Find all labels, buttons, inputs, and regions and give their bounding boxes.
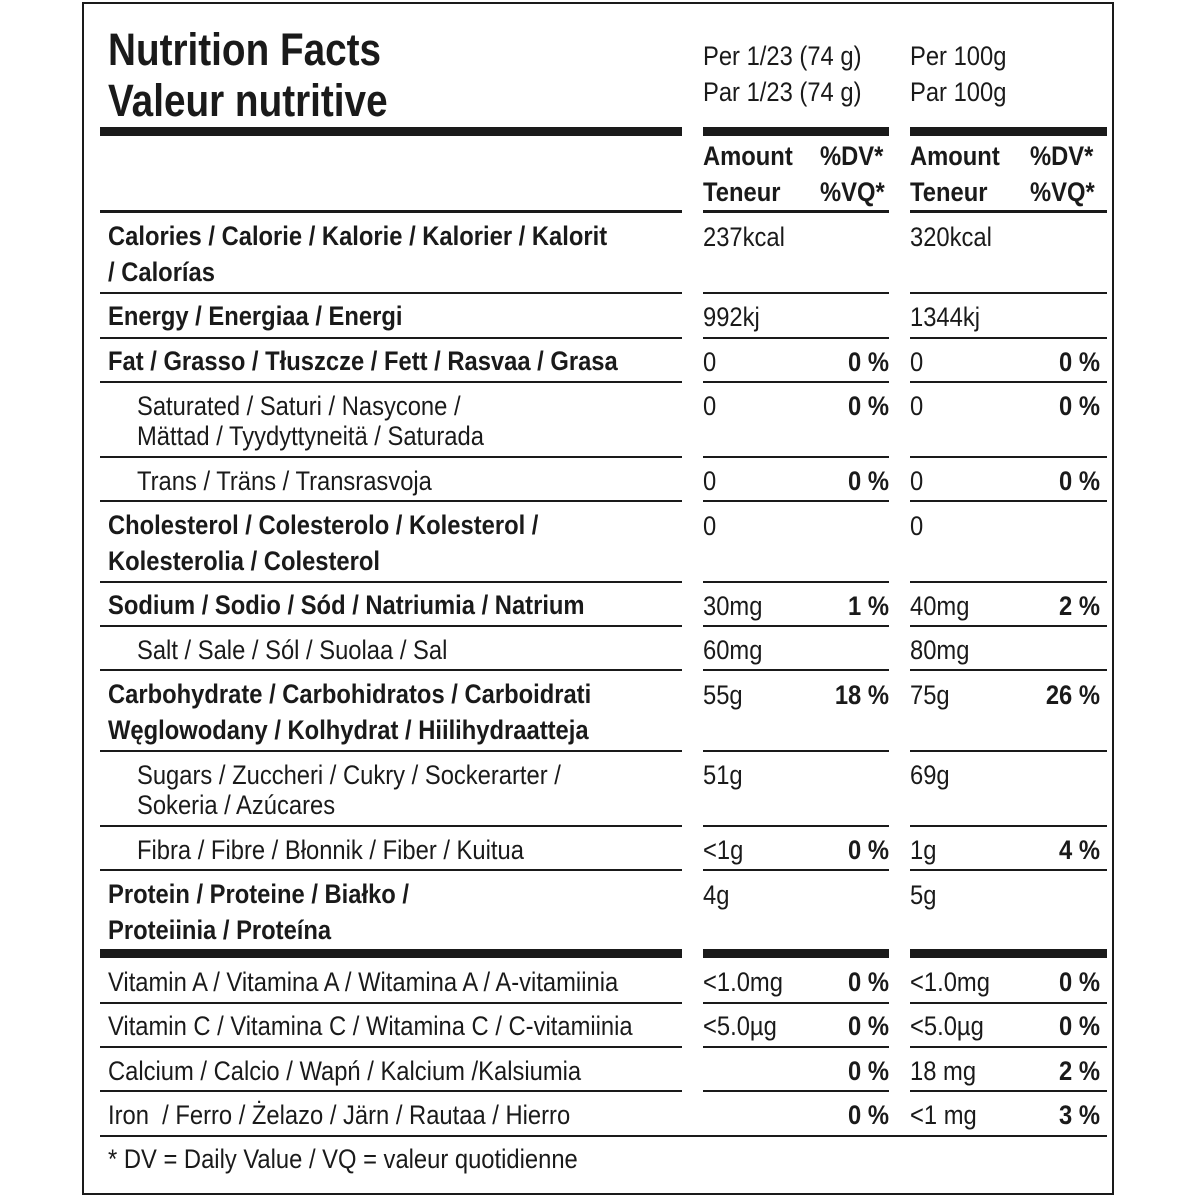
row-value-calcium-col2: 18 mg xyxy=(910,1056,977,1086)
row-dv-fibre-col2: 4 % xyxy=(1059,835,1100,865)
row-dv-fibre-col1: 0 % xyxy=(848,835,889,865)
row-value-saturated-col2: 0 xyxy=(910,391,924,421)
row-divider xyxy=(703,750,889,752)
row-divider xyxy=(703,669,889,671)
serving-size-2-en: Per 100g xyxy=(910,41,1007,71)
row-divider xyxy=(910,869,1107,871)
row-label-protein-2: Proteiinia / Proteína xyxy=(108,915,332,945)
row-dv-saturated-col1: 0 % xyxy=(848,391,889,421)
row-divider xyxy=(703,1002,889,1004)
row-dv-trans-col2: 0 % xyxy=(1059,466,1100,496)
divider-header-col2 xyxy=(910,210,1107,213)
header-bar-label xyxy=(100,127,682,136)
row-divider xyxy=(100,581,682,583)
row-divider xyxy=(910,625,1107,627)
title-french: Valeur nutritive xyxy=(108,75,388,126)
row-divider xyxy=(703,337,889,339)
row-dv-carbohydrate-col2: 26 % xyxy=(1045,680,1100,710)
row-label-protein: Protein / Proteine / Białko / xyxy=(108,879,410,909)
row-dv-sodium-col2: 2 % xyxy=(1059,591,1100,621)
row-dv-trans-col1: 0 % xyxy=(848,466,889,496)
row-divider xyxy=(100,625,682,627)
row-value-carbohydrate-col2: 75g xyxy=(910,680,950,710)
row-divider xyxy=(703,381,889,383)
row-value-fibre-col2: 1g xyxy=(910,835,937,865)
row-label-fibre: Fibra / Fibre / Błonnik / Fiber / Kuitua xyxy=(137,835,524,865)
row-label-cholesterol: Cholesterol / Colesterolo / Kolesterol / xyxy=(108,510,539,540)
row-label-trans: Trans / Träns / Transrasvoja xyxy=(137,466,432,496)
row-value-vitamin-c-col2: <5.0µg xyxy=(910,1011,984,1041)
row-label-carbohydrate: Carbohydrate / Carbohidratos / Carboidrati xyxy=(108,679,592,709)
row-value-calories-col2: 320kcal xyxy=(910,222,992,252)
vitamin-bar-label xyxy=(100,949,682,958)
row-divider xyxy=(100,337,682,339)
footnote: * DV = Daily Value / VQ = valeur quotidienne xyxy=(108,1144,578,1174)
col1-amount-en: Amount xyxy=(703,141,793,171)
row-divider xyxy=(100,381,682,383)
col1-dv-fr: %VQ* xyxy=(820,177,885,207)
row-value-protein-col1: 4g xyxy=(703,880,730,910)
row-divider xyxy=(910,1090,1107,1092)
row-label-vitamin-a: Vitamin A / Vitamina A / Witamina A / A-vitamiinia xyxy=(108,967,619,997)
row-dv-carbohydrate-col1: 18 % xyxy=(834,680,889,710)
row-divider xyxy=(100,1002,682,1004)
row-divider xyxy=(100,869,682,871)
title-english: Nutrition Facts xyxy=(108,24,382,75)
row-label-cholesterol-2: Kolesterolia / Colesterol xyxy=(108,546,381,576)
row-divider xyxy=(100,750,682,752)
row-divider xyxy=(910,1046,1107,1048)
divider-header-col1 xyxy=(703,210,889,213)
row-dv-fat-col1: 0 % xyxy=(848,347,889,377)
row-value-sodium-col1: 30mg xyxy=(703,591,763,621)
row-dv-iron-col1: 0 % xyxy=(848,1100,889,1130)
row-value-saturated-col1: 0 xyxy=(703,391,717,421)
row-divider xyxy=(910,292,1107,294)
row-divider xyxy=(703,625,889,627)
vitamin-bar-col1 xyxy=(703,949,889,958)
serving-size-1-fr: Par 1/23 (74 g) xyxy=(703,77,862,107)
col2-amount-fr: Teneur xyxy=(910,177,988,207)
row-value-carbohydrate-col1: 55g xyxy=(703,680,743,710)
row-value-sugars-col1: 51g xyxy=(703,760,743,790)
row-label-sodium: Sodium / Sodio / Sód / Natriumia / Natrium xyxy=(108,590,585,620)
row-divider xyxy=(703,1090,889,1092)
row-divider xyxy=(910,456,1107,458)
row-value-cholesterol-col1: 0 xyxy=(703,511,717,541)
row-value-energy-col1: 992kj xyxy=(703,302,760,332)
row-divider xyxy=(100,1090,682,1092)
row-value-fat-col1: 0 xyxy=(703,347,717,377)
serving-size-2-fr: Par 100g xyxy=(910,77,1007,107)
row-divider xyxy=(910,337,1107,339)
row-label-energy: Energy / Energiaa / Energi xyxy=(108,301,403,331)
row-label-vitamin-c: Vitamin C / Vitamina C / Witamina C / C-vitamiinia xyxy=(108,1011,633,1041)
header-bar-col2 xyxy=(910,127,1107,136)
row-dv-sodium-col1: 1 % xyxy=(848,591,889,621)
col2-dv-fr: %VQ* xyxy=(1030,177,1095,207)
row-divider xyxy=(910,1002,1107,1004)
row-divider xyxy=(100,1135,1107,1137)
row-dv-calcium-col1: 0 % xyxy=(848,1056,889,1086)
col1-amount-fr: Teneur xyxy=(703,177,781,207)
row-dv-vitamin-c-col1: 0 % xyxy=(848,1011,889,1041)
row-divider xyxy=(100,456,682,458)
row-value-calories-col1: 237kcal xyxy=(703,222,785,252)
row-divider xyxy=(703,869,889,871)
serving-size-1-en: Per 1/23 (74 g) xyxy=(703,41,862,71)
row-label-calories: Calories / Calorie / Kalorie / Kalorier / Kalorit xyxy=(108,221,608,251)
row-divider xyxy=(910,669,1107,671)
row-divider xyxy=(703,1046,889,1048)
row-value-salt-col1: 60mg xyxy=(703,635,763,665)
row-divider xyxy=(100,1046,682,1048)
col2-amount-en: Amount xyxy=(910,141,1000,171)
row-value-trans-col2: 0 xyxy=(910,466,924,496)
row-label-calories-2: / Calorías xyxy=(108,257,215,287)
row-label-saturated-2: Mättad / Tyydyttyneitä / Saturada xyxy=(137,421,484,451)
row-value-salt-col2: 80mg xyxy=(910,635,970,665)
row-dv-iron-col2: 3 % xyxy=(1059,1100,1100,1130)
row-value-cholesterol-col2: 0 xyxy=(910,511,924,541)
row-divider xyxy=(100,669,682,671)
row-dv-vitamin-c-col2: 0 % xyxy=(1059,1011,1100,1041)
divider-header-label xyxy=(100,210,682,213)
row-label-calcium: Calcium / Calcio / Wapń / Kalcium /Kalsiumia xyxy=(108,1056,582,1086)
row-label-carbohydrate-2: Węglowodany / Kolhydrat / Hiilihydraatteja xyxy=(108,715,589,745)
row-divider xyxy=(100,500,682,502)
row-divider xyxy=(100,292,682,294)
row-dv-fat-col2: 0 % xyxy=(1059,347,1100,377)
row-value-energy-col2: 1344kj xyxy=(910,302,981,332)
col2-dv-en: %DV* xyxy=(1030,141,1094,171)
row-divider xyxy=(910,581,1107,583)
row-value-fibre-col1: <1g xyxy=(703,835,744,865)
row-label-salt: Salt / Sale / Sól / Suolaa / Sal xyxy=(137,635,448,665)
row-value-sodium-col2: 40mg xyxy=(910,591,970,621)
row-divider xyxy=(703,292,889,294)
row-value-vitamin-c-col1: <5.0µg xyxy=(703,1011,777,1041)
row-divider xyxy=(703,581,889,583)
row-divider xyxy=(910,500,1107,502)
row-divider xyxy=(703,500,889,502)
row-dv-calcium-col2: 2 % xyxy=(1059,1056,1100,1086)
row-divider xyxy=(910,750,1107,752)
row-value-trans-col1: 0 xyxy=(703,466,717,496)
row-label-saturated: Saturated / Saturi / Nasycone / xyxy=(137,391,461,421)
col1-dv-en: %DV* xyxy=(820,141,884,171)
row-label-fat: Fat / Grasso / Tłuszcze / Fett / Rasvaa / Grasa xyxy=(108,346,618,376)
row-value-sugars-col2: 69g xyxy=(910,760,950,790)
header-bar-col1 xyxy=(703,127,889,136)
row-label-sugars: Sugars / Zuccheri / Cukry / Sockerarter / xyxy=(137,760,561,790)
vitamin-bar-col2 xyxy=(910,949,1107,958)
row-divider xyxy=(703,825,889,827)
row-value-protein-col2: 5g xyxy=(910,880,937,910)
row-dv-saturated-col2: 0 % xyxy=(1059,391,1100,421)
row-value-vitamin-a-col2: <1.0mg xyxy=(910,967,990,997)
row-value-vitamin-a-col1: <1.0mg xyxy=(703,967,783,997)
row-dv-vitamin-a-col2: 0 % xyxy=(1059,967,1100,997)
row-value-iron-col2: <1 mg xyxy=(910,1100,977,1130)
row-divider xyxy=(703,456,889,458)
row-divider xyxy=(910,381,1107,383)
row-divider xyxy=(100,825,682,827)
row-value-fat-col2: 0 xyxy=(910,347,924,377)
row-divider xyxy=(910,825,1107,827)
row-dv-vitamin-a-col1: 0 % xyxy=(848,967,889,997)
row-label-iron: Iron / Ferro / Żelazo / Järn / Rautaa / Hierro xyxy=(108,1100,571,1130)
row-label-sugars-2: Sokeria / Azúcares xyxy=(137,790,336,820)
